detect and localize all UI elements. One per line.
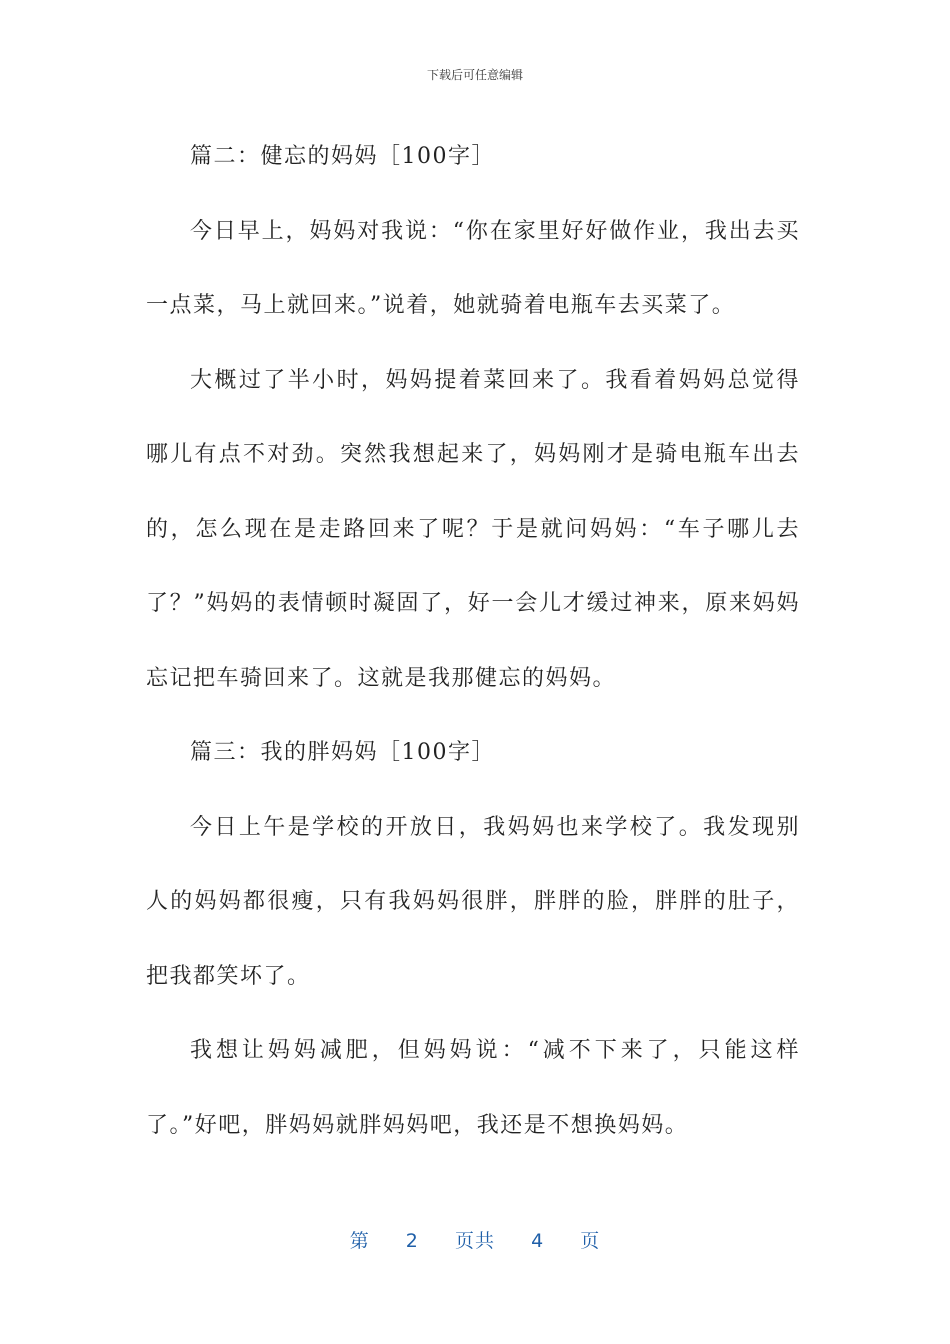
section-title-2: 篇二：健忘的妈妈［100字］ [190, 144, 495, 169]
footer-middle: 页共 [454, 1230, 495, 1252]
section-title-3: 篇三：我的胖妈妈［100字］ [190, 740, 495, 765]
footer-prefix: 第 [349, 1230, 370, 1252]
header-note: 下载后可任意编辑 [426, 68, 523, 82]
paragraph: 今日上午是学校的开放日，我妈妈也来学校了。我发现别人的妈妈都很瘦，只有我妈妈很胖，胖胖的脸，胖胖的肚子，把我都笑坏了。 [146, 814, 800, 989]
footer-suffix: 页 [580, 1230, 601, 1252]
paragraph: 大概过了半小时，妈妈提着菜回来了。我看着妈妈总觉得哪儿有点不对劲。突然我想起来了，妈妈刚才是骑电瓶车出去的，怎么现在是走路回来了呢？于是就问妈妈：“车子哪儿去了？”妈妈的表情顿时凝固了，好一会儿才缓过神来，原来妈妈忘记把车骑回来了。这就是我那健忘的妈妈。 [146, 367, 800, 691]
total-pages-number: 4 [531, 1230, 545, 1252]
current-page-number: 2 [405, 1230, 419, 1252]
paragraph: 今日早上，妈妈对我说：“你在家里好好做作业，我出去买一点菜，马上就回来。”说着，她就骑着电瓶车去买菜了。 [146, 218, 800, 318]
paragraph: 我想让妈妈减肥，但妈妈说：“减不下来了，只能这样了。”好吧，胖妈妈就胖妈妈吧，我还是不想换妈妈。 [146, 1038, 800, 1138]
document-body [146, 120, 800, 1163]
page-footer [0, 1226, 950, 1253]
